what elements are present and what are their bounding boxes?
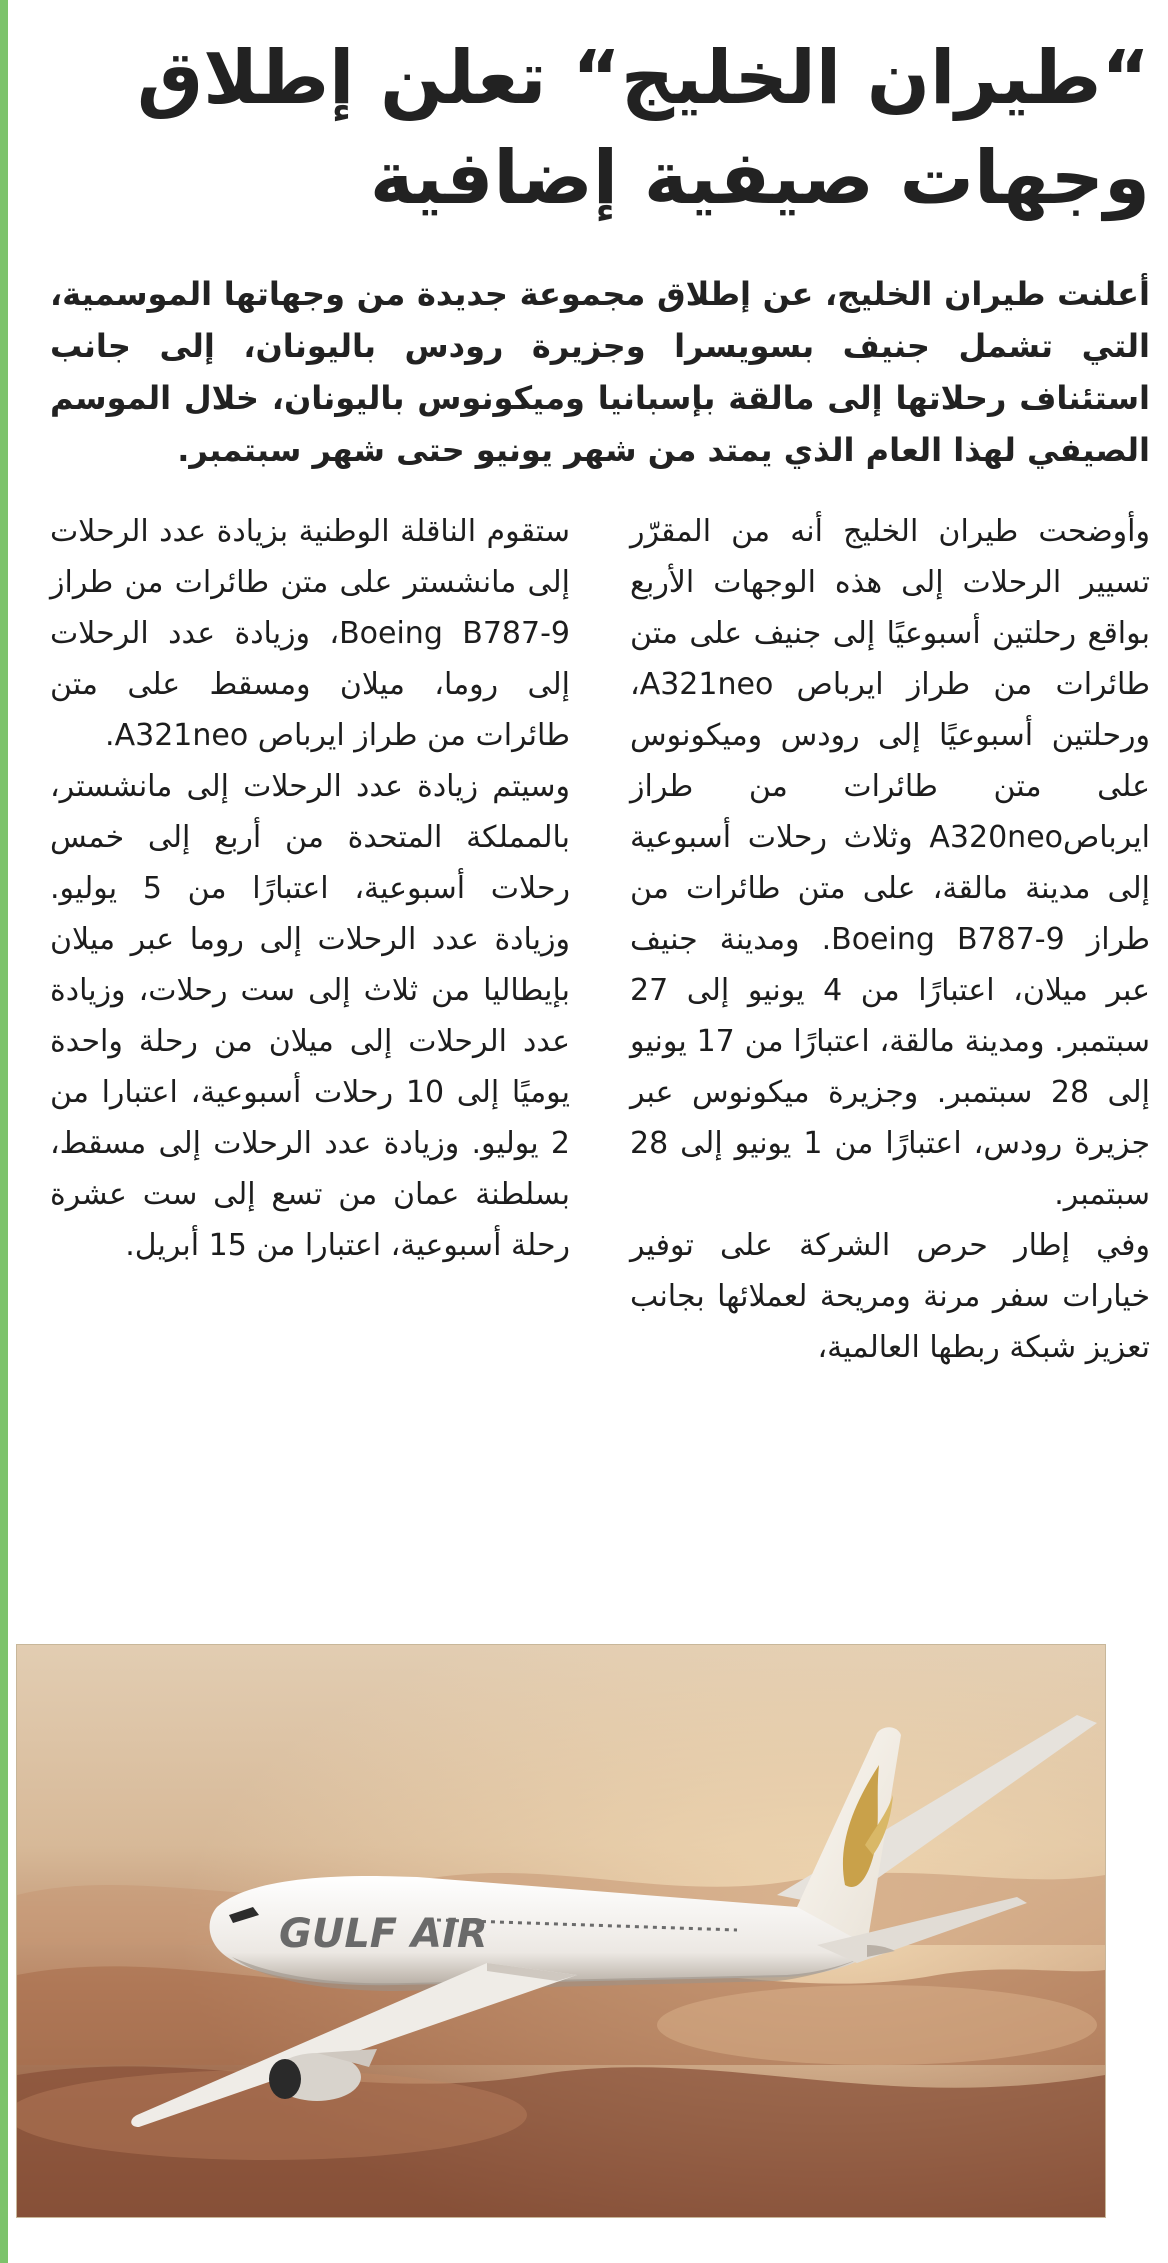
page-edge-rule: [0, 0, 8, 2263]
article-headline: “طيران الخليج“ تعلن إطلاق وجهات صيفية إضافية: [136, 35, 1150, 221]
paragraph: وسيتم زيادة عدد الرحلات إلى مانشستر، بالمملكة المتحدة من أربع إلى خمس رحلات أسبوعية، اعتبارًا من 5 يوليو. وزيادة عدد الرحلات إلى روما عبر ميلان بإيطاليا من ثلاث إلى ست رحلات، وزيادة عدد الرحلات إلى ميلان من رحلة واحدة يوميًا إلى 10 رحلات أسبوعية، اعتبارا من 2 يوليو. وزيادة عدد الرحلات إلى مسقط، بسلطنة عمان من تسع إلى ست عشرة رحلة أسبوعية، اعتبارا من 15 أبريل.: [50, 769, 570, 1263]
article-columns: [50, 506, 1150, 1576]
livery-text: GULF AIR: [279, 1911, 488, 1957]
paragraph: وفي إطار حرص الشركة على توفير خيارات سفر مرنة ومريحة لعملائها بجانب تعزيز شبكة ربطها العالمية،: [630, 1228, 1150, 1365]
column-left: [50, 506, 570, 1576]
airplane-photo: [16, 1644, 1106, 2218]
column-right: [630, 506, 1150, 1576]
paragraph: وأوضحت طيران الخليج أنه من المقرّر تسيير الرحلات إلى هذه الوجهات الأربع بواقع رحلتين أسبوعيًا إلى جنيف على متن طائرات من طراز ايرباص A321neo، ورحلتين أسبوعيًا إلى رودس وميكونوس على متن طائرات من طراز ايرباصA320neo وثلاث رحلات أسبوعية إلى مدينة مالقة، على متن طائرات من طراز Boeing B787-9. ومدينة جنيف عبر ميلان، اعتبارًا من 4 يونيو إلى 27 سبتمبر. ومدينة مالقة، اعتبارًا من 17 يونيو إلى 28 سبتمبر. وجزيرة ميكونوس عبر جزيرة رودس، اعتبارًا من 1 يونيو إلى 28 سبتمبر.: [630, 514, 1150, 1212]
paragraph: ستقوم الناقلة الوطنية بزيادة عدد الرحلات إلى مانشستر على متن طائرات من طراز Boeing B787-9، وزيادة عدد الرحلات إلى روما، ميلان ومسقط على متن طائرات من طراز ايرباص A321neo.: [50, 514, 570, 753]
gulf-air-plane-illustration: [17, 1645, 1105, 2217]
article-lead: أعلنت طيران الخليج، عن إطلاق مجموعة جديدة من وجهاتها الموسمية، التي تشمل جنيف بسويسرا وجزيرة رودس باليونان، إلى جانب استئناف رحلاتها إلى مالقة بإسبانيا وميكونوس باليونان، خلال الموسم الصيفي لهذا العام الذي يمتد من شهر يونيو حتى شهر سبتمبر.: [50, 275, 1150, 469]
